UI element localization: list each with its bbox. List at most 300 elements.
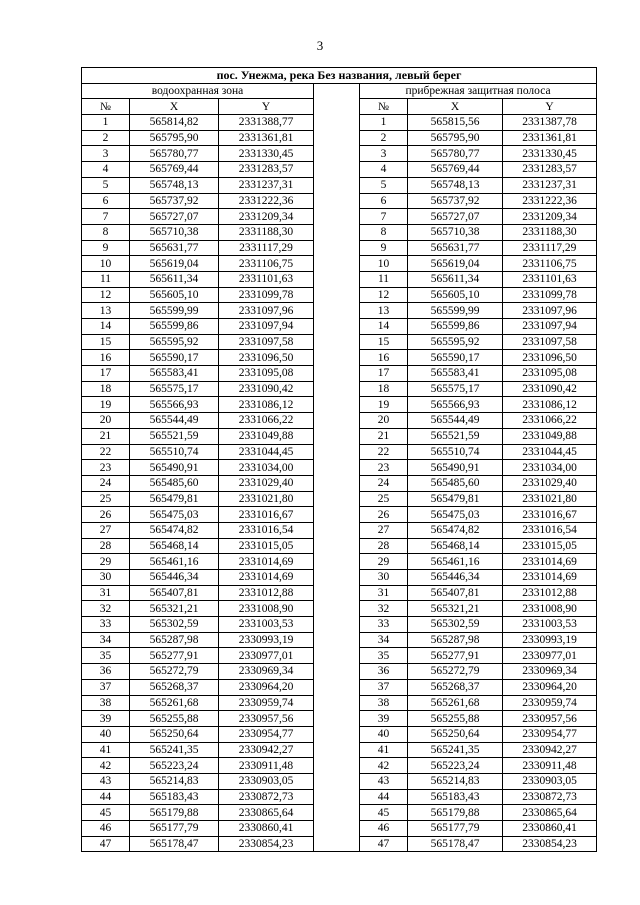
- left-y-value: 2331101,63: [219, 271, 314, 287]
- right-x-value: 565479,81: [408, 491, 503, 507]
- left-y-value: 2330959,74: [219, 695, 314, 711]
- left-x-value: 565566,93: [130, 397, 219, 413]
- right-x-value: 565250,64: [408, 726, 503, 742]
- left-y-value: 2330964,20: [219, 679, 314, 695]
- left-y-value: 2331237,31: [219, 177, 314, 193]
- right-x-value: 565780,77: [408, 146, 503, 162]
- right-y-value: 2330865,64: [503, 805, 597, 821]
- left-point-number: 5: [82, 177, 130, 193]
- left-point-number: 2: [82, 130, 130, 146]
- left-y-value: 2330942,27: [219, 742, 314, 758]
- left-y-value: 2331222,36: [219, 193, 314, 209]
- right-x-value: 565272,79: [408, 664, 503, 680]
- right-point-number: 38: [360, 695, 408, 711]
- right-y-value: 2330911,48: [503, 758, 597, 774]
- right-point-number: 20: [360, 413, 408, 429]
- table-row: [82, 287, 597, 303]
- left-x-value: 565446,34: [130, 570, 219, 586]
- left-point-number: 26: [82, 507, 130, 523]
- left-y-value: 2331016,67: [219, 507, 314, 523]
- right-point-number: 44: [360, 789, 408, 805]
- right-x-value: 565446,34: [408, 570, 503, 586]
- right-x-value: 565575,17: [408, 381, 503, 397]
- table-row: [82, 695, 597, 711]
- table-row: [82, 303, 597, 319]
- table-row: [82, 397, 597, 413]
- right-x-value: 565468,14: [408, 538, 503, 554]
- right-y-value: 2331044,45: [503, 444, 597, 460]
- left-x-value: 565250,64: [130, 726, 219, 742]
- right-y-value: 2330954,77: [503, 726, 597, 742]
- column-gap: [314, 193, 360, 209]
- table-row: [82, 444, 597, 460]
- right-point-number: 26: [360, 507, 408, 523]
- right-x-value: 565475,03: [408, 507, 503, 523]
- right-x-value: 565631,77: [408, 240, 503, 256]
- right-y-value: 2331014,69: [503, 554, 597, 570]
- column-gap: [314, 162, 360, 178]
- left-point-number: 9: [82, 240, 130, 256]
- right-y-value: 2331330,45: [503, 146, 597, 162]
- left-x-value: 565272,79: [130, 664, 219, 680]
- right-y-value: 2330872,73: [503, 789, 597, 805]
- right-y-value: 2331209,34: [503, 209, 597, 225]
- left-point-number: 1: [82, 115, 130, 131]
- column-gap: [314, 522, 360, 538]
- right-x-value: 565769,44: [408, 162, 503, 178]
- left-point-number: 43: [82, 773, 130, 789]
- right-point-number: 40: [360, 726, 408, 742]
- right-point-number: 7: [360, 209, 408, 225]
- left-y-value: 2331330,45: [219, 146, 314, 162]
- left-y-value: 2331021,80: [219, 491, 314, 507]
- left-point-number: 46: [82, 821, 130, 837]
- left-x-value: 565214,83: [130, 773, 219, 789]
- right-point-number: 1: [360, 115, 408, 131]
- left-y-value: 2330903,05: [219, 773, 314, 789]
- water-protection-zone-heading: водоохранная зона: [82, 83, 314, 99]
- right-x-value: 565183,43: [408, 789, 503, 805]
- table-row: [82, 224, 597, 240]
- right-x-value: 565599,99: [408, 303, 503, 319]
- left-point-number: 38: [82, 695, 130, 711]
- left-x-value: 565485,60: [130, 475, 219, 491]
- right-y-value: 2330903,05: [503, 773, 597, 789]
- column-gap: [314, 742, 360, 758]
- right-y-value: 2331117,29: [503, 240, 597, 256]
- right-point-number: 9: [360, 240, 408, 256]
- left-x-value: 565461,16: [130, 554, 219, 570]
- left-point-number: 28: [82, 538, 130, 554]
- table-row: [82, 742, 597, 758]
- table-row: [82, 679, 597, 695]
- right-point-number: 35: [360, 648, 408, 664]
- column-gap: [314, 334, 360, 350]
- right-y-value: 2330854,23: [503, 836, 597, 852]
- left-point-number: 3: [82, 146, 130, 162]
- right-point-number: 45: [360, 805, 408, 821]
- left-x-value: 565710,38: [130, 224, 219, 240]
- column-gap: [314, 726, 360, 742]
- column-gap: [314, 381, 360, 397]
- table-row: [82, 789, 597, 805]
- left-y-value: 2331003,53: [219, 617, 314, 633]
- left-x-value: 565510,74: [130, 444, 219, 460]
- right-point-number: 30: [360, 570, 408, 586]
- right-y-value: 2331049,88: [503, 428, 597, 444]
- left-y-value: 2330911,48: [219, 758, 314, 774]
- left-x-value: 565769,44: [130, 162, 219, 178]
- right-point-number: 12: [360, 287, 408, 303]
- left-point-number: 17: [82, 366, 130, 382]
- right-y-value: 2331097,96: [503, 303, 597, 319]
- right-x-value: 565223,24: [408, 758, 503, 774]
- left-point-number: 45: [82, 805, 130, 821]
- table-row: [82, 319, 597, 335]
- right-point-number: 42: [360, 758, 408, 774]
- right-x-value: 565605,10: [408, 287, 503, 303]
- left-x-value: 565255,88: [130, 711, 219, 727]
- column-gap: [314, 271, 360, 287]
- left-y-value: 2330860,41: [219, 821, 314, 837]
- table-row: [82, 271, 597, 287]
- right-x-value: 565277,91: [408, 648, 503, 664]
- right-point-number: 4: [360, 162, 408, 178]
- right-point-number: 11: [360, 271, 408, 287]
- right-point-number: 10: [360, 256, 408, 272]
- table-row: [82, 664, 597, 680]
- left-point-number: 31: [82, 585, 130, 601]
- left-point-number: 34: [82, 632, 130, 648]
- left-point-number: 30: [82, 570, 130, 586]
- left-x-value: 565737,92: [130, 193, 219, 209]
- right-y-value: 2330977,01: [503, 648, 597, 664]
- column-gap: [314, 475, 360, 491]
- left-x-value: 565179,88: [130, 805, 219, 821]
- left-point-number: 6: [82, 193, 130, 209]
- column-gap: [314, 319, 360, 335]
- left-y-value: 2331029,40: [219, 475, 314, 491]
- column-gap: [314, 821, 360, 837]
- table-row: [82, 491, 597, 507]
- right-point-number: 22: [360, 444, 408, 460]
- left-x-value: 565727,07: [130, 209, 219, 225]
- left-x-value: 565468,14: [130, 538, 219, 554]
- right-point-number: 39: [360, 711, 408, 727]
- right-x-value: 565710,38: [408, 224, 503, 240]
- left-point-number: 35: [82, 648, 130, 664]
- left-point-number: 15: [82, 334, 130, 350]
- right-x-header: X: [408, 99, 503, 115]
- right-x-value: 565521,59: [408, 428, 503, 444]
- right-point-number: 16: [360, 350, 408, 366]
- left-x-value: 565407,81: [130, 585, 219, 601]
- right-y-value: 2331099,78: [503, 287, 597, 303]
- right-x-value: 565461,16: [408, 554, 503, 570]
- right-point-number: 18: [360, 381, 408, 397]
- right-x-value: 565407,81: [408, 585, 503, 601]
- right-y-value: 2331101,63: [503, 271, 597, 287]
- right-point-number: 43: [360, 773, 408, 789]
- right-point-number: 33: [360, 617, 408, 633]
- left-x-value: 565599,86: [130, 319, 219, 335]
- right-point-number: 17: [360, 366, 408, 382]
- left-point-number: 29: [82, 554, 130, 570]
- left-x-value: 565183,43: [130, 789, 219, 805]
- column-gap: [314, 130, 360, 146]
- right-y-value: 2330942,27: [503, 742, 597, 758]
- table-row: [82, 240, 597, 256]
- right-y-value: 2331387,78: [503, 115, 597, 131]
- table-row: [82, 413, 597, 429]
- right-number-header: №: [360, 99, 408, 115]
- table-row: [82, 726, 597, 742]
- column-gap: [314, 146, 360, 162]
- left-point-number: 16: [82, 350, 130, 366]
- table-row: [82, 821, 597, 837]
- table-title: пос. Унежма, река Без названия, левый берег: [82, 68, 597, 84]
- right-x-value: 565599,86: [408, 319, 503, 335]
- left-y-value: 2331388,77: [219, 115, 314, 131]
- right-y-value: 2331016,67: [503, 507, 597, 523]
- column-gap: [314, 664, 360, 680]
- column-gap: [314, 632, 360, 648]
- table-row: [82, 648, 597, 664]
- column-gap: [314, 789, 360, 805]
- table-row: [82, 146, 597, 162]
- left-x-value: 565475,03: [130, 507, 219, 523]
- right-point-number: 24: [360, 475, 408, 491]
- left-x-value: 565605,10: [130, 287, 219, 303]
- left-y-value: 2331034,00: [219, 460, 314, 476]
- table-row: [82, 366, 597, 382]
- right-x-value: 565490,91: [408, 460, 503, 476]
- left-point-number: 40: [82, 726, 130, 742]
- column-gap: [314, 648, 360, 664]
- table-row: [82, 193, 597, 209]
- right-y-value: 2331034,00: [503, 460, 597, 476]
- right-point-number: 3: [360, 146, 408, 162]
- left-y-value: 2330872,73: [219, 789, 314, 805]
- left-point-number: 33: [82, 617, 130, 633]
- left-y-value: 2331049,88: [219, 428, 314, 444]
- right-x-value: 565795,90: [408, 130, 503, 146]
- right-x-value: 565302,59: [408, 617, 503, 633]
- right-point-number: 31: [360, 585, 408, 601]
- left-y-value: 2330954,77: [219, 726, 314, 742]
- left-x-value: 565177,79: [130, 821, 219, 837]
- left-point-number: 39: [82, 711, 130, 727]
- right-y-value: 2331090,42: [503, 381, 597, 397]
- left-y-value: 2331099,78: [219, 287, 314, 303]
- left-point-number: 13: [82, 303, 130, 319]
- left-y-value: 2331095,08: [219, 366, 314, 382]
- right-x-value: 565510,74: [408, 444, 503, 460]
- right-x-value: 565727,07: [408, 209, 503, 225]
- left-y-value: 2331096,50: [219, 350, 314, 366]
- left-point-number: 36: [82, 664, 130, 680]
- table-row: [82, 570, 597, 586]
- left-y-value: 2330957,56: [219, 711, 314, 727]
- right-point-number: 21: [360, 428, 408, 444]
- left-point-number: 41: [82, 742, 130, 758]
- coordinates-table-body: [82, 115, 597, 852]
- left-y-value: 2331097,58: [219, 334, 314, 350]
- left-point-number: 20: [82, 413, 130, 429]
- left-point-number: 7: [82, 209, 130, 225]
- left-point-number: 32: [82, 601, 130, 617]
- coastal-protection-strip-heading: прибрежная защитная полоса: [360, 83, 597, 99]
- left-x-value: 565479,81: [130, 491, 219, 507]
- table-row: [82, 350, 597, 366]
- left-y-value: 2331209,34: [219, 209, 314, 225]
- left-x-value: 565302,59: [130, 617, 219, 633]
- right-y-value: 2331016,54: [503, 522, 597, 538]
- left-y-value: 2330977,01: [219, 648, 314, 664]
- column-gap: [314, 507, 360, 523]
- column-gap: [314, 303, 360, 319]
- right-y-value: 2331096,50: [503, 350, 597, 366]
- left-x-value: 565178,47: [130, 836, 219, 852]
- column-gap: [314, 679, 360, 695]
- table-row: [82, 507, 597, 523]
- right-y-value: 2331188,30: [503, 224, 597, 240]
- page-number: 3: [316, 38, 324, 53]
- column-gap: [314, 397, 360, 413]
- table-row: [82, 773, 597, 789]
- right-y-value: 2331012,88: [503, 585, 597, 601]
- right-x-value: 565255,88: [408, 711, 503, 727]
- right-point-number: 25: [360, 491, 408, 507]
- right-x-value: 565485,60: [408, 475, 503, 491]
- table-row: [82, 381, 597, 397]
- left-y-value: 2330969,34: [219, 664, 314, 680]
- right-y-value: 2331003,53: [503, 617, 597, 633]
- left-y-value: 2330854,23: [219, 836, 314, 852]
- column-gap: [314, 240, 360, 256]
- column-gap: [314, 491, 360, 507]
- column-gap: [314, 209, 360, 225]
- right-x-value: 565748,13: [408, 177, 503, 193]
- table-row: [82, 758, 597, 774]
- right-point-number: 47: [360, 836, 408, 852]
- right-x-value: 565590,17: [408, 350, 503, 366]
- right-y-value: 2331008,90: [503, 601, 597, 617]
- right-y-value: 2331237,31: [503, 177, 597, 193]
- right-y-value: 2331021,80: [503, 491, 597, 507]
- left-point-number: 4: [82, 162, 130, 178]
- table-row: [82, 617, 597, 633]
- right-x-value: 565566,93: [408, 397, 503, 413]
- column-gap: [314, 287, 360, 303]
- left-point-number: 44: [82, 789, 130, 805]
- left-y-value: 2331014,69: [219, 570, 314, 586]
- right-x-value: 565268,37: [408, 679, 503, 695]
- column-gap: [314, 350, 360, 366]
- table-row: [82, 130, 597, 146]
- right-x-value: 565474,82: [408, 522, 503, 538]
- left-point-number: 47: [82, 836, 130, 852]
- right-y-value: 2331066,22: [503, 413, 597, 429]
- right-point-number: 2: [360, 130, 408, 146]
- right-y-value: 2331014,69: [503, 570, 597, 586]
- left-point-number: 19: [82, 397, 130, 413]
- column-gap: [314, 601, 360, 617]
- column-gap: [314, 177, 360, 193]
- right-y-value: 2331222,36: [503, 193, 597, 209]
- column-gap: [314, 428, 360, 444]
- right-x-value: 565241,35: [408, 742, 503, 758]
- column-gap: [314, 413, 360, 429]
- left-y-value: 2331016,54: [219, 522, 314, 538]
- right-y-value: 2331106,75: [503, 256, 597, 272]
- right-y-value: 2330959,74: [503, 695, 597, 711]
- table-row: [82, 256, 597, 272]
- right-x-value: 565544,49: [408, 413, 503, 429]
- right-y-value: 2331029,40: [503, 475, 597, 491]
- right-x-value: 565737,92: [408, 193, 503, 209]
- table-row: [82, 836, 597, 852]
- column-gap: [314, 83, 360, 99]
- left-x-value: 565583,41: [130, 366, 219, 382]
- right-y-value: 2330957,56: [503, 711, 597, 727]
- left-y-value: 2331361,81: [219, 130, 314, 146]
- left-y-value: 2330865,64: [219, 805, 314, 821]
- left-y-value: 2331283,57: [219, 162, 314, 178]
- table-row: [82, 711, 597, 727]
- column-gap: [314, 99, 360, 115]
- left-point-number: 22: [82, 444, 130, 460]
- left-point-number: 8: [82, 224, 130, 240]
- right-y-value: 2330964,20: [503, 679, 597, 695]
- right-y-value: 2331097,58: [503, 334, 597, 350]
- column-gap: [314, 773, 360, 789]
- right-y-value: 2331015,05: [503, 538, 597, 554]
- column-gap: [314, 758, 360, 774]
- table-row: [82, 115, 597, 131]
- right-point-number: 23: [360, 460, 408, 476]
- left-x-header: X: [130, 99, 219, 115]
- table-row: [82, 428, 597, 444]
- left-y-value: 2331097,94: [219, 319, 314, 335]
- table-row: [82, 209, 597, 225]
- right-point-number: 15: [360, 334, 408, 350]
- table-row: [82, 162, 597, 178]
- column-gap: [314, 805, 360, 821]
- left-y-value: 2331117,29: [219, 240, 314, 256]
- left-x-value: 565575,17: [130, 381, 219, 397]
- left-x-value: 565544,49: [130, 413, 219, 429]
- right-y-value: 2331283,57: [503, 162, 597, 178]
- left-point-number: 14: [82, 319, 130, 335]
- left-y-value: 2331015,05: [219, 538, 314, 554]
- right-x-value: 565321,21: [408, 601, 503, 617]
- right-x-value: 565179,88: [408, 805, 503, 821]
- table-row: [82, 805, 597, 821]
- left-point-number: 21: [82, 428, 130, 444]
- right-point-number: 34: [360, 632, 408, 648]
- right-point-number: 14: [360, 319, 408, 335]
- left-point-number: 25: [82, 491, 130, 507]
- left-x-value: 565223,24: [130, 758, 219, 774]
- column-gap: [314, 460, 360, 476]
- left-point-number: 37: [82, 679, 130, 695]
- table-row: [82, 632, 597, 648]
- column-gap: [314, 538, 360, 554]
- left-x-value: 565595,92: [130, 334, 219, 350]
- left-point-number: 24: [82, 475, 130, 491]
- table-row: [82, 601, 597, 617]
